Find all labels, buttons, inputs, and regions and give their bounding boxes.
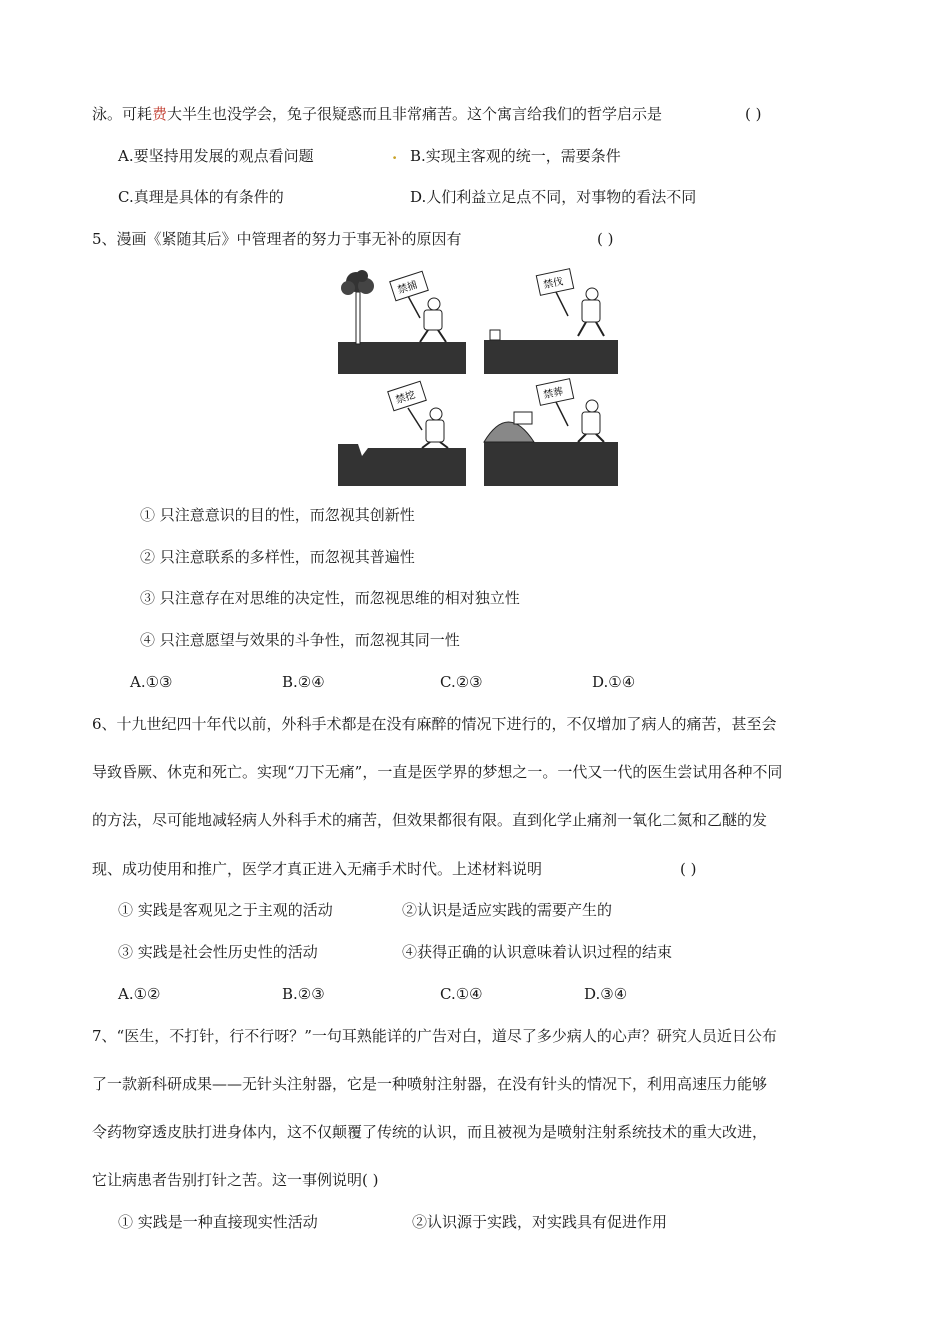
q4-dot-mark: . — [392, 145, 398, 163]
manager-figure-1 — [390, 271, 446, 342]
q6-item-3: ③ 实践是社会性历史性的活动 — [118, 943, 318, 961]
q7-line-2: 了一款新科研成果——无针头注射器，它是一种喷射注射器，在没有针头的情况下，利用高速压力能够 — [92, 1075, 768, 1093]
cartoon-image — [338, 266, 618, 486]
q6-option-c: C.①④ — [440, 985, 483, 1003]
manager-figure-2 — [536, 269, 604, 336]
q6-item-4: ④获得正确的认识意味着认识过程的结束 — [402, 943, 673, 961]
q4-stem-pre: 泳。可耗 — [92, 105, 153, 123]
q6-item-2: ②认识是适应实践的需要产生的 — [402, 901, 613, 919]
q7-line-3: 令药物穿透皮肤打进身体内，这不仅颠覆了传统的认识，而且被视为是喷射注射系统技术的重大改进， — [92, 1123, 768, 1141]
q5-option-d: D.①④ — [592, 673, 636, 691]
sign-label-1: 禁捕 — [396, 279, 419, 297]
q7-item-2: ②认识源于实践，对实践具有促进作用 — [412, 1213, 668, 1231]
q5-answer-paren: ( ) — [597, 230, 614, 248]
manager-figure-4 — [536, 379, 604, 442]
q5-stem: 5、漫画《紧随其后》中管理者的努力于事无补的原因有 — [92, 230, 462, 248]
q6-line-1: 6、十九世纪四十年代以前，外科手术都是在没有麻醉的情况下进行的，不仅增加了病人的痛苦，甚至会 — [92, 715, 777, 733]
q5-option-a: A.①③ — [130, 673, 173, 691]
q6-answer-paren: ( ) — [680, 860, 697, 878]
sign-label-2: 禁伐 — [542, 276, 565, 292]
q5-option-b: B.②④ — [282, 673, 325, 691]
q7-line-1: 7、“医生，不打针，行不行呀？”一句耳熟能详的广告对白，道尽了多少病人的心声？研究人员近日公布 — [92, 1027, 777, 1045]
q6-option-b: B.②③ — [282, 985, 325, 1003]
q4-option-b: B.实现主客观的统一，需要条件 — [410, 147, 621, 165]
q4-option-c: C.真理是具体的有条件的 — [118, 188, 284, 206]
q4-answer-paren: ( ) — [745, 105, 762, 123]
q6-line-2: 导致昏厥、休克和死亡。实现“刀下无痛”，一直是医学界的梦想之一。一代又一代的医生尝试用各种不同 — [92, 763, 783, 781]
q4-stem — [92, 104, 662, 124]
q6-option-a: A.①② — [118, 985, 161, 1003]
q6-item-1: ① 实践是客观见之于主观的活动 — [118, 901, 333, 919]
q5-item-3: ③ 只注意存在对思维的决定性，而忽视思维的相对独立性 — [140, 589, 520, 607]
q5-item-4: ④ 只注意愿望与效果的斗争性，而忽视其同一性 — [140, 631, 460, 649]
cartoon-panel-3 — [338, 381, 466, 486]
manager-figure-3 — [388, 381, 448, 448]
q4-stem-post: 大半生也没学会，兔子很疑惑而且非常痛苦。这个寓言给我们的哲学启示是 — [167, 105, 663, 123]
q7-line-4: 它让病患者告别打针之苦。这一事例说明( ) — [92, 1171, 379, 1189]
q5-item-1: ① 只注意意识的目的性，而忽视其创新性 — [140, 506, 415, 524]
q4-option-d: D.人们利益立足点不同，对事物的看法不同 — [410, 188, 697, 206]
cartoon-panel-4 — [484, 379, 618, 486]
cartoon-panel-2 — [484, 269, 618, 374]
q4-stem-red-char: 费 — [152, 105, 168, 123]
q5-item-2: ② 只注意联系的多样性，而忽视其普遍性 — [140, 548, 415, 566]
q6-option-d: D.③④ — [584, 985, 628, 1003]
q4-option-a: A.要坚持用发展的观点看问题 — [118, 147, 314, 165]
sign-label-4: 禁葬 — [542, 386, 565, 402]
cartoon-panel-1 — [338, 270, 466, 374]
q7-item-1: ① 实践是一种直接现实性活动 — [118, 1213, 318, 1231]
q6-line-3: 的方法，尽可能地减轻病人外科手术的痛苦，但效果都很有限。直到化学止痛剂一氧化二氮和乙醚的发 — [92, 811, 768, 829]
sign-label-3: 禁挖 — [394, 389, 417, 407]
q5-option-c: C.②③ — [440, 673, 483, 691]
q6-line-4: 现、成功使用和推广，医学才真正进入无痛手术时代。上述材料说明 — [92, 860, 543, 878]
